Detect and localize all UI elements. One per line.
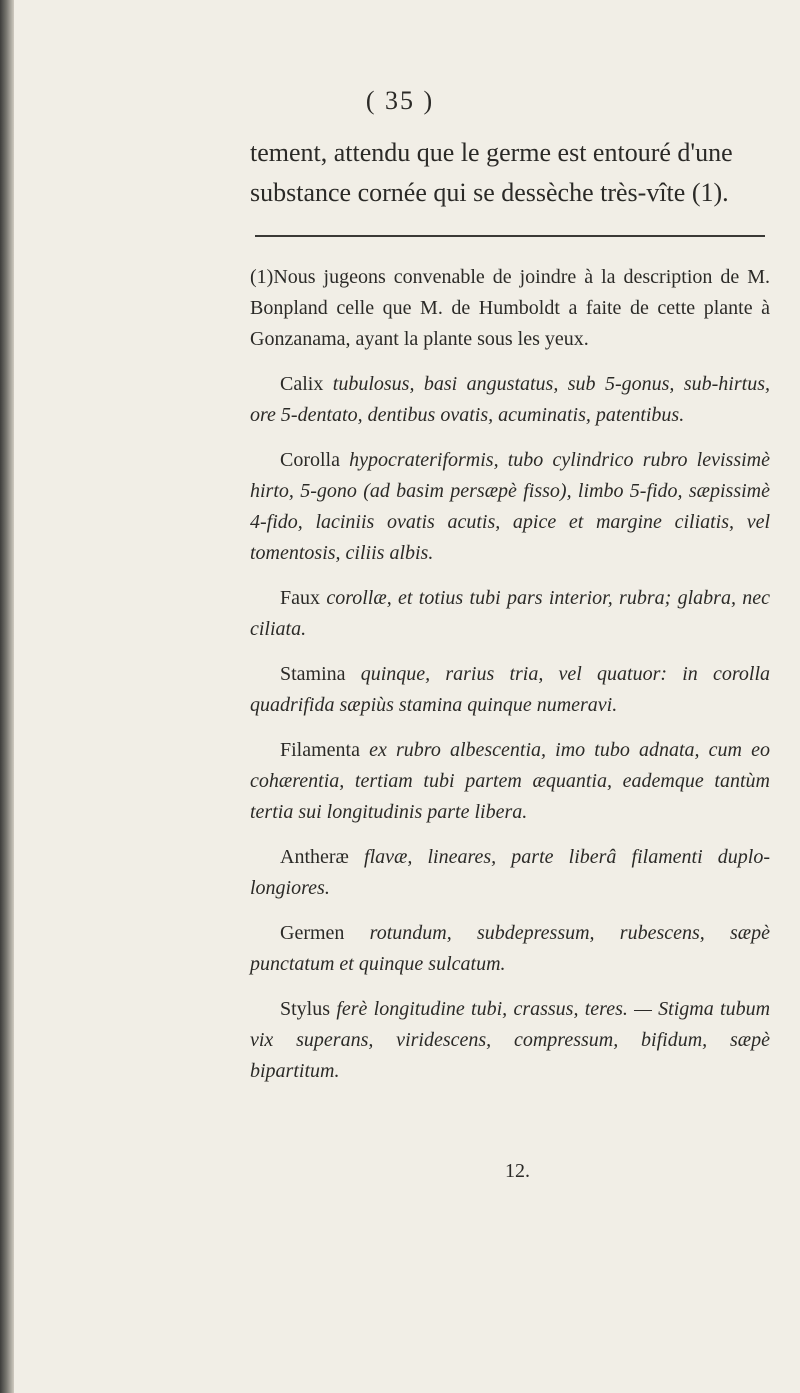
- germen-label: Germen: [280, 922, 345, 944]
- stylus-text: ferè longitudine tubi, crassus, teres. — Stigma tubum vix superans, viridescens, compressum, bifidum, sæpè bipartitum.: [250, 998, 771, 1082]
- page-number: ( 35 ): [365, 86, 435, 115]
- corolla-description: [250, 445, 770, 569]
- stylus-description: [250, 994, 770, 1087]
- stamina-text: quinque, rarius tria, vel quatuor: in corolla quadrifida sæpiùs stamina quinque numeravi.: [250, 663, 770, 716]
- filamenta-label: Filamenta: [280, 739, 360, 761]
- faux-description: [250, 583, 770, 645]
- antherae-text: flavæ, lineares, parte liberâ filamenti duplo-longiores.: [250, 846, 771, 899]
- signature-mark: 12.: [505, 1160, 530, 1182]
- calix-text: tubulosus, basi angustatus, sub 5-gonus, sub-hirtus, ore 5-dentato, dentibus ovatis, acuminatis, patentibus.: [250, 373, 770, 426]
- germen-description: [250, 918, 770, 980]
- germen-text: rotundum, subdepressum, rubescens, sæpè punctatum et quinque sulcatum.: [250, 922, 771, 975]
- stylus-label: Stylus: [280, 998, 331, 1020]
- footnote-rule: [255, 235, 765, 237]
- calix-label: Calix: [280, 373, 324, 395]
- antherae-label: Antheræ: [280, 846, 349, 868]
- calix-description: [250, 369, 770, 431]
- stamina-description: [250, 659, 770, 721]
- faux-label: Faux: [280, 587, 320, 609]
- filamenta-description: [250, 735, 770, 828]
- faux-text: corollæ, et totius tubi pars interior, rubra; glabra, nec ciliata.: [250, 587, 771, 640]
- main-text-line-1: tement, attendu que le germe est entouré d'une: [250, 138, 733, 167]
- corolla-label: Corolla: [280, 449, 340, 471]
- footnote: [250, 262, 770, 1101]
- stamina-label: Stamina: [280, 663, 346, 685]
- corolla-text: hypocrateriformis, tubo cylindrico rubro levissimè hirto, 5-gono (ad basim persæpè fisso), limbo 5-fido, sæpissimè 4-fido, laciniis ovatis acutis, apice et margine ciliatis, vel tomentosis, ciliis albis.: [250, 449, 770, 564]
- main-text-line-2: substance cornée qui se dessèche très-vîte (1).: [250, 178, 729, 207]
- filamenta-text: ex rubro albescentia, imo tubo adnata, cum eo cohærentia, tertiam tubi partem æquantia, eademque tantùm tertia sui longitudinis parte libera.: [250, 739, 770, 823]
- footnote-intro: (1)Nous jugeons convenable de joindre à la description de M. Bonpland celle que M. de Humboldt a faite de cette plante à Gonzanama, ayant la plante sous les yeux.: [250, 266, 770, 350]
- antherae-description: [250, 842, 770, 904]
